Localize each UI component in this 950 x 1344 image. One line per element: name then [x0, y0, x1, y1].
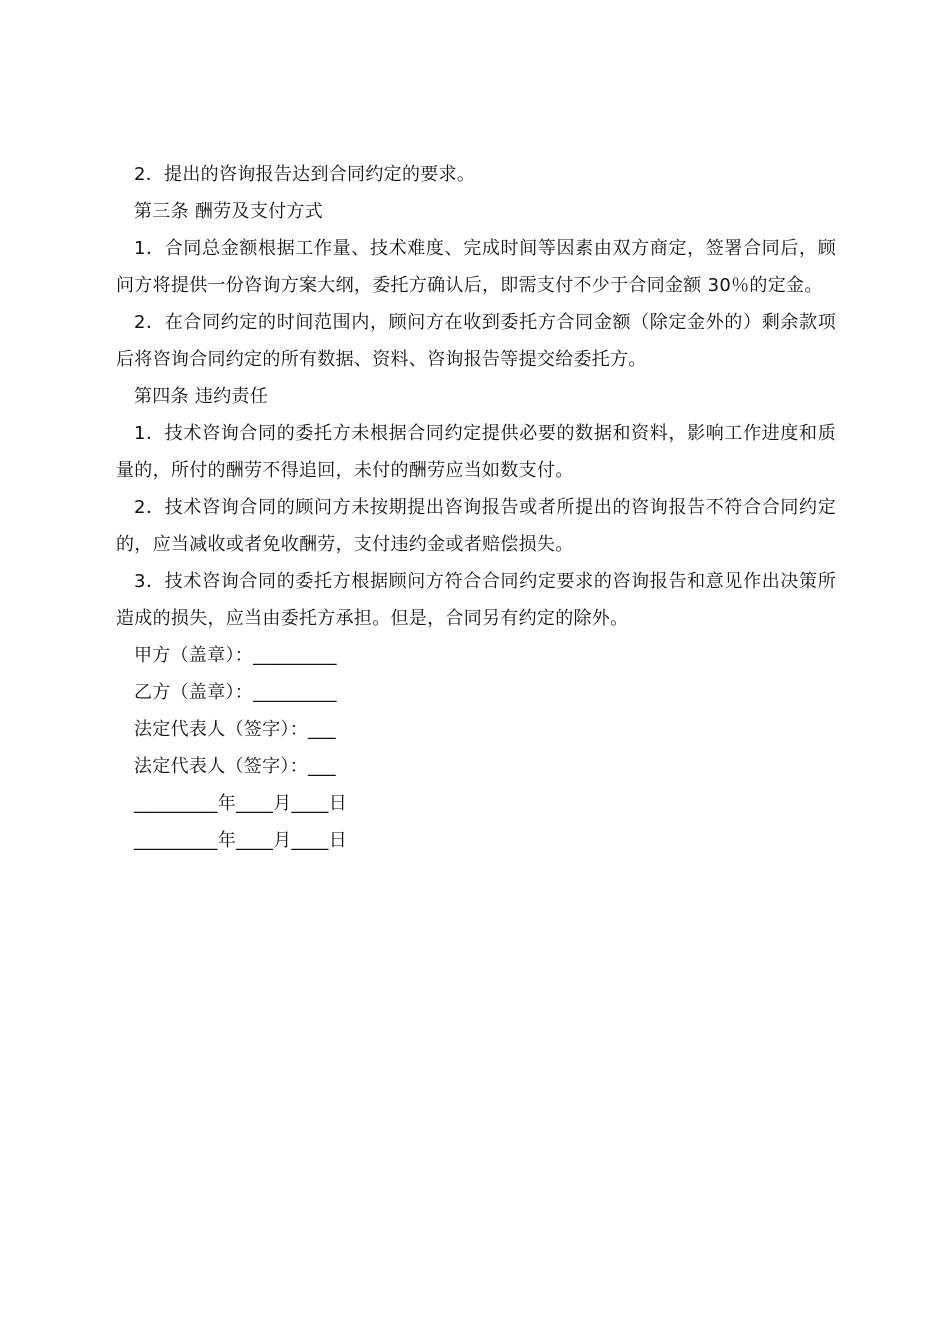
article-4-clause-3: 3．技术咨询合同的委托方根据顾问方符合合同约定要求的咨询报告和意见作出决策所造成的损失，应当由委托方承担。但是，合同另有约定的除外。: [116, 571, 836, 629]
article-4-heading: 第四条 违约责任: [134, 386, 269, 407]
article-3-heading: 第三条 酬劳及支付方式: [134, 201, 324, 222]
party-b-seal-line: 乙方（盖章）：_________: [134, 682, 337, 703]
article-4-clause-2: 2．技术咨询合同的顾问方未按期提出咨询报告或者所提出的咨询报告不符合合同约定的，应当减收或者免收酬劳，支付违约金或者赔偿损失。: [116, 497, 836, 555]
article-4-clause-1: 1．技术咨询合同的委托方未根据合同约定提供必要的数据和资料，影响工作进度和质量的，所付的酬劳不得追回，未付的酬劳应当如数支付。: [116, 423, 836, 481]
contract-body: [116, 156, 836, 859]
article-3-clause-2: 2．在合同约定的时间范围内，顾问方在收到委托方合同金额（除定金外的）剩余款项后将咨询合同约定的所有数据、资料、咨询报告等提交给委托方。: [116, 312, 836, 370]
legal-rep-a-signature-line: 法定代表人（签字）：___: [134, 719, 336, 740]
signature-block: [116, 637, 836, 859]
article-3-clause-1: 1．合同总金额根据工作量、技术难度、完成时间等因素由双方商定，签署合同后，顾问方将提供一份咨询方案大纲，委托方确认后，即需支付不少于合同金额 30％的定金。: [116, 238, 836, 296]
date-line-b: _________年____月____日: [134, 830, 347, 851]
date-line-a: _________年____月____日: [134, 793, 347, 814]
legal-rep-b-signature-line: 法定代表人（签字）：___: [134, 756, 336, 777]
party-a-seal-line: 甲方（盖章）：_________: [134, 645, 337, 666]
clause-2-report-requirement: 2．提出的咨询报告达到合同约定的要求。: [134, 164, 476, 185]
